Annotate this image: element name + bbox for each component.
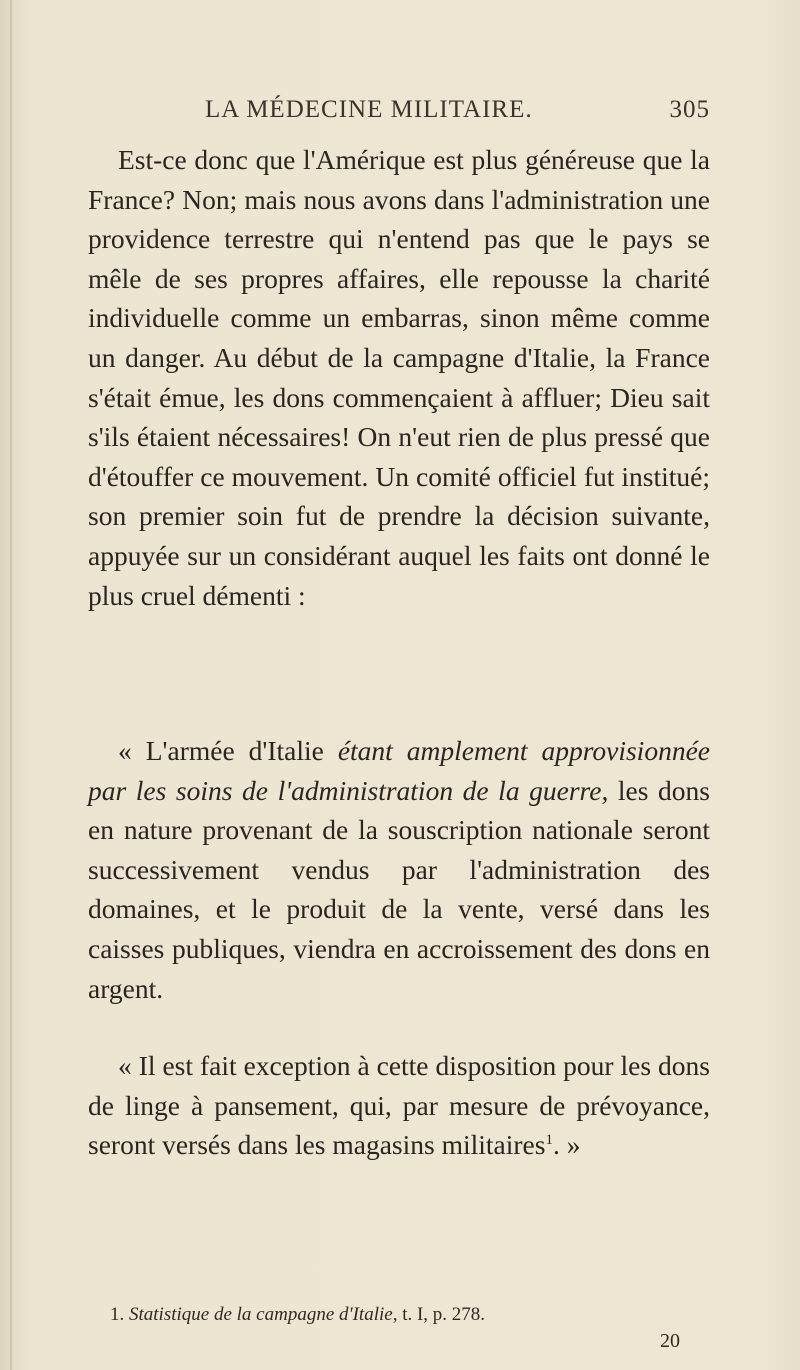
page-gutter-line: [10, 0, 12, 1370]
footnote: [110, 1303, 710, 1327]
quote-1-open: « L'armée d'Italie: [118, 735, 338, 766]
running-title: LA MÉDECINE MILITAIRE.: [205, 96, 533, 123]
page-number: 305: [669, 96, 710, 123]
quote-2-text: [88, 1046, 710, 1165]
quote-1-italic: étant amplement approvisionnée par les soins de l'administration de la guerre,: [88, 735, 710, 806]
quote-2-body: « Il est fait exception à cette disposition pour les dons de linge à pansement, qui, par mesure de prévoyance, seront versés dans les magasins militaires: [88, 1050, 710, 1161]
quote-1-text: [88, 731, 710, 1008]
footnote-reference: 1: [545, 1132, 553, 1149]
paragraph-1: [88, 140, 710, 615]
footnote-rest: , t. I, p. 278.: [392, 1304, 486, 1325]
quote-1-rest: les dons en nature provenant de la souscription nationale seront successivement vendus par l'administration des domaines, et le produit de la vente, versé dans les caisses publiques, viendra en accroissement des dons en argent.: [88, 774, 710, 1004]
quote-paragraph-1: [88, 731, 710, 1008]
paragraph-1-text: Est-ce donc que l'Amérique est plus généreuse que la France? Non; mais nous avons dans l'administration une providence terrestre qui n'entend pas que le pays se mêle de ses propres affaires, elle repousse la charité individuelle comme un embarras, sinon même comme un danger. Au début de la campagne d'Italie, la France s'était émue, les dons commençaient à affluer; Dieu sait s'ils étaient nécessaires! On n'eut rien de plus pressé que d'étouffer ce mouvement. Un comité officiel fut institué; son premier soin fut de prendre la décision suivante, appuyée sur un considérant auquel les faits ont donné le plus cruel démenti :: [88, 144, 710, 611]
quote-paragraph-2: [88, 1046, 710, 1165]
signature-mark: 20: [660, 1330, 680, 1352]
footnote-title: Statistique de la campagne d'Italie: [129, 1304, 393, 1325]
footnote-number: 1.: [110, 1304, 125, 1325]
running-head: [205, 96, 710, 130]
quote-2-close: . »: [552, 1129, 581, 1161]
